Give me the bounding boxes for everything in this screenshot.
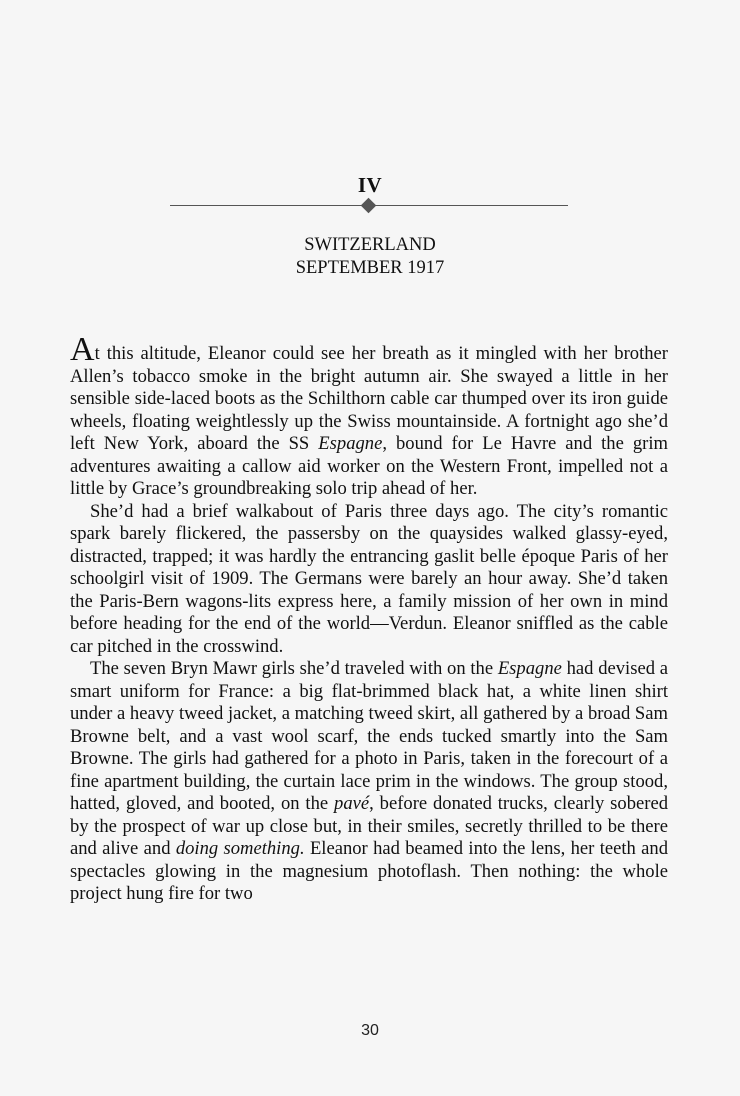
- paragraph-1-text-b: , bound for Le Havre and the grim adventures awaiting a callow aid worker on the Western Front, impelled not a little by Grace’s groundbreaking solo trip ahead of her.: [70, 433, 668, 499]
- paragraph-2: She’d had a brief walkabout of Paris three days ago. The city’s romantic spark barely flickered, the passersby on the quaysides walked glassy-eyed, distracted, trapped; it was hardly the entrancing gaslit belle époque Paris of her schoolgirl visit of 1909. The Germans were barely an hour away. She’d taken the Paris-Bern wagons-lits express here, a family mission of her own in mind before heading for the end of the world—Verdun. Eleanor sniffled as the cable car pitched in the crosswind.: [70, 500, 668, 657]
- ship-name-2: Espagne: [497, 658, 562, 679]
- diamond-icon: [361, 198, 377, 214]
- paragraph-3-text-c: , before donated trucks, clearly sobered by the prospect of war up close but, in their smiles, secretly thrilled to be there and alive and: [70, 793, 668, 859]
- doing-something-phrase: doing something.: [175, 838, 305, 859]
- drop-cap: A: [70, 331, 95, 368]
- ship-name: Espagne: [318, 433, 383, 454]
- page-number: 30: [361, 1022, 379, 1039]
- pave-word: pavé: [334, 793, 370, 814]
- chapter-body: [70, 331, 669, 906]
- chapter-place: SWITZERLAND: [304, 235, 436, 255]
- paragraph-1-text-a: t this altitude, Eleanor could see her breath as it mingled with her brother Allen’s tobacco smoke in the bright autumn air. She swayed a little in her sensible side-laced boots as the Schilthorn cable car thumped over its iron guide wheels, floating weightlessly up the Swiss mountainside. A fortnight ago she’d left New York, aboard the SS: [70, 343, 668, 454]
- paragraph-3-text-a: The seven Bryn Mawr girls she’d traveled with on the: [90, 658, 498, 679]
- chapter-number: IV: [357, 173, 383, 197]
- paragraph-3-text-d: Eleanor had beamed into the lens, her teeth and spectacles glowing in the magnesium photoflash. Then nothing: the whole project hung fire for two: [70, 838, 669, 904]
- diamond-rule-ornament-icon: [170, 198, 568, 214]
- paragraph-3: [70, 658, 668, 906]
- chapter-date: SEPTEMBER 1917: [295, 258, 445, 278]
- paragraph-1: [70, 331, 668, 501]
- paragraph-3-text-b: had devised a smart uniform for France: a big flat-brimmed black hat, a white linen shirt under a heavy tweed jacket, a matching tweed skirt, all gathered by a broad Sam Browne belt, and a vast wool scarf, the ends tucked smartly into the Sam Browne. The girls had gathered for a photo in Paris, taken in the forecourt of a fine apartment building, the curtain lace prim in the windows. The group stood, hatted, gloved, and booted, on the: [70, 658, 668, 814]
